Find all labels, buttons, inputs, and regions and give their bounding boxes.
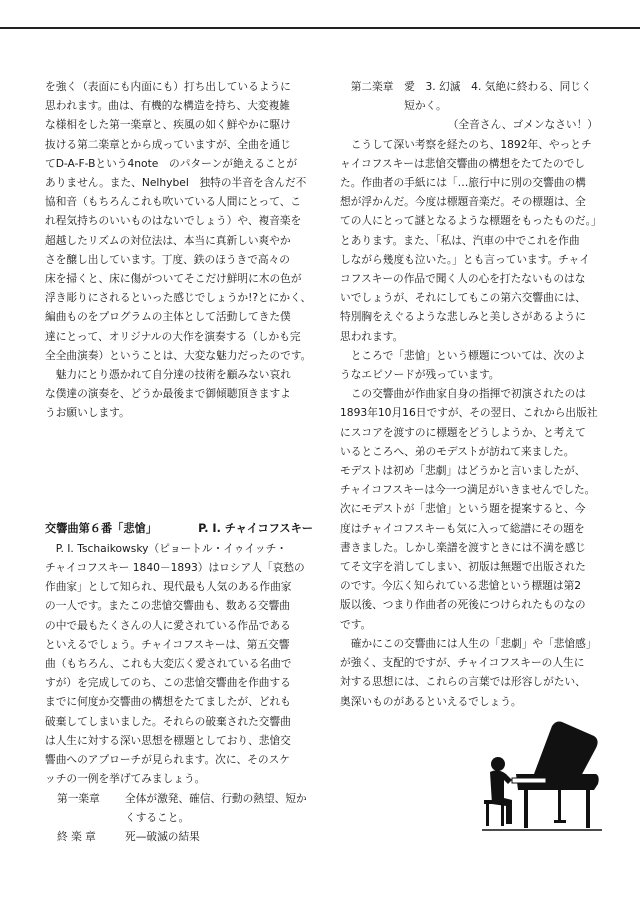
movement-list: [45, 789, 313, 847]
text-line: チャイコフスキーは今一つ満足がいきませんでした。: [340, 483, 596, 497]
text-line: は人生に対する深い思想を標題としており、悲愴交: [45, 733, 291, 747]
text-line: れ程気持ちのいいものはないでしょう）や、複音楽を: [45, 214, 302, 228]
text-line: すが）を完成してのち、この悲愴交響曲を作曲する: [45, 676, 291, 690]
right-paragraph-3: [340, 384, 608, 634]
text-line: にスコアを渡すのに標題をどうしようか、と考えて: [340, 425, 586, 439]
text-line: 書きました。しかし楽譜を渡すときには不満を感じ: [340, 540, 586, 554]
text-line: 短かく。: [340, 99, 447, 113]
section-gap: [45, 423, 313, 519]
text-line: うお願いします。: [45, 406, 130, 420]
text-line: ての人にとって謎となるような標題をもったものだ。」: [340, 214, 602, 228]
text-line: な僕達の演奏を、どうか最後まで御傾聴頂きますよ: [45, 387, 291, 401]
text-line: 達にとって、オリジナルの大作を演奏する（しかも完: [45, 329, 301, 343]
left-paragraph-1: [45, 77, 313, 365]
text-line: 協和音（もちろんこれも吹いている人間にとって、こ: [45, 195, 302, 209]
text-line: 思われます。曲は、有機的な構造を持ち、大変複雑: [45, 99, 290, 113]
text-line: さを醸し出しています。丁度、鉄のほうきで高々の: [45, 252, 290, 266]
heading-title: 交響曲第６番「悲愴」: [45, 521, 157, 535]
text-line: 第二楽章 愛 3. 幻滅 4. 気絶に終わる、同じく: [340, 80, 592, 93]
text-line: 浮き彫りにされるといった感じでしょうか!?とにかく、: [45, 291, 312, 305]
left-paragraph-2: [45, 365, 313, 423]
text-line: この交響曲が作曲家自身の指揮で初演されたのは: [340, 387, 586, 401]
text-line: 版以後、つまり作曲者の死後につけられたものなの: [340, 598, 586, 612]
text-line: モデストは初め「悲劇」はどうかと言いましたが、: [340, 464, 586, 478]
text-line: の中で最もたくさんの人に愛されている作品である: [45, 618, 291, 632]
text-line: チャイコフスキー 1840－1893）はロシア人「哀愁の: [45, 561, 305, 575]
text-line: 抜ける第二楽章とから成っていますが、全曲を通じ: [45, 137, 291, 151]
text-line: が強く、支配的ですが、チャイコフスキーの人生に: [340, 656, 585, 670]
text-line: ありません。また、Nelhybel 独特の半音を含んだ不: [45, 176, 307, 190]
text-line: 曲（もちろん、これも大変広く愛されている名曲で: [45, 657, 292, 671]
text-line: を強く（表面にも内面にも）打ち出しているように: [45, 80, 291, 93]
text-line: いでしょうが、それにしてもこの第六交響曲には、: [340, 291, 586, 305]
text-line: です。: [340, 617, 372, 631]
text-line: 奥深いものがあるといえるでしょう。: [340, 694, 522, 708]
text-line: コフスキーの作品で聞く人の心を打たないものはな: [340, 272, 586, 286]
movement-desc: 全体が激発、確信、行動の熱望、短か: [125, 791, 307, 805]
text-line: た。作曲者の手紙には「…旅行中に別の交響曲の構: [340, 176, 586, 190]
movement-row: [45, 827, 313, 846]
right-paragraph-1: [340, 135, 608, 346]
movement-2-note: [340, 77, 608, 115]
text-line: 床を掃くと、床に傷がついてそこだけ鮮明に木の色が: [45, 272, 302, 286]
text-line: いるところへ、弟のモデストが訪ねて来ました。: [340, 444, 575, 458]
movement-row: [45, 789, 313, 808]
text-line: 想が浮かんだ。今度は標題音楽だ。その標題は、全: [340, 195, 586, 209]
text-line: 思われます。: [340, 329, 404, 343]
text-line: 1893年10月16日ですが、その翌日、これから出版社: [340, 406, 598, 420]
text-line: 特別胸をえぐるような悲しみと美しさがあるように: [340, 310, 586, 324]
text-line: 作曲家」として知られ、現代最も人気のある作曲家: [45, 580, 292, 594]
text-line: ャイコフスキーは悲愴交響曲の構想をたてたのでし: [340, 156, 585, 170]
text-line: 次にモデストが「悲愴」という題を提案すると、今: [340, 502, 586, 516]
text-line: てそ文字を消してしまい、初版は無題で出版された: [340, 560, 586, 574]
text-line: 確かにこの交響曲には人生の「悲劇」や「悲愴感」: [340, 636, 597, 650]
movement-label: 第一楽章: [57, 791, 100, 805]
movement-desc: 死—破滅の結果: [125, 829, 200, 843]
apology-note: （全音さん、ゴメンなさい！）: [447, 118, 598, 132]
text-line: うなエピソードが残っています。: [340, 368, 500, 382]
movement-label: [45, 808, 125, 827]
text-line: といえるでしょう。チャイコフスキーは、第五交響: [45, 637, 290, 651]
text-line: ところで「悲愴」という標題については、次のよ: [340, 348, 586, 362]
right-paragraph-2: [340, 346, 608, 384]
text-line: とあります。また、「私は、汽車の中でこれを作曲: [340, 233, 580, 247]
pianist-silhouette-icon: [482, 718, 602, 836]
left-column: [45, 77, 313, 846]
text-line: こうして深い考察を経たのち、1892年、やっとチ: [340, 137, 592, 151]
text-line: 破棄してしまいました。それらの破棄された交響曲: [45, 714, 291, 728]
text-line: のです。今広く知られている悲愴という標題は第2: [340, 579, 582, 593]
movement-row: [45, 808, 313, 827]
right-paragraph-4: [340, 634, 608, 711]
movement-label: 終 楽 章: [57, 829, 96, 843]
left-paragraph-3: [45, 539, 313, 789]
section-heading: [45, 519, 313, 538]
text-line: ッチの一例を挙げてみましょう。: [45, 772, 206, 786]
text-line: までに何度か交響曲の構想をたてましたが、どれも: [45, 695, 291, 709]
text-line: 魅力にとり憑かれて自分達の技術を顧みない哀れ: [45, 368, 291, 382]
right-column: [340, 77, 608, 711]
text-line: 全全曲演奏）ということは、大変な魅力だったのです。: [45, 348, 312, 362]
top-rule: [0, 27, 640, 29]
text-line: の一人です。またこの悲愴交響曲も、数ある交響曲: [45, 599, 290, 613]
text-line: 編曲ものをプログラムの主体として活動してきた僕: [45, 310, 291, 324]
heading-composer: P. I. チャイコフスキー: [198, 521, 313, 535]
text-line: P. I. Tschaikowsky（ピョートル・イゥイッチ・: [45, 541, 287, 555]
movement-desc: くすること。: [125, 810, 190, 824]
text-line: 度はチャイコフスキーも気に入って総譜にその題を: [340, 521, 585, 535]
text-line: てD-A-F-Bという4note のパターンが絶えることが: [45, 156, 298, 170]
text-line: 超越したリズムの対位法は、本当に真新しい爽やか: [45, 233, 291, 247]
text-line: 響曲へのアプローチが見られます。次に、そのスケ: [45, 753, 290, 767]
text-line: しながら幾度も泣いた。」とも言っています。チャイ: [340, 252, 590, 266]
text-line: 対する思想には、これらの言葉では形容しがたい、: [340, 675, 586, 689]
text-line: な様相をした第一楽章と、疾風の如く鮮やかに駆け: [45, 118, 291, 132]
